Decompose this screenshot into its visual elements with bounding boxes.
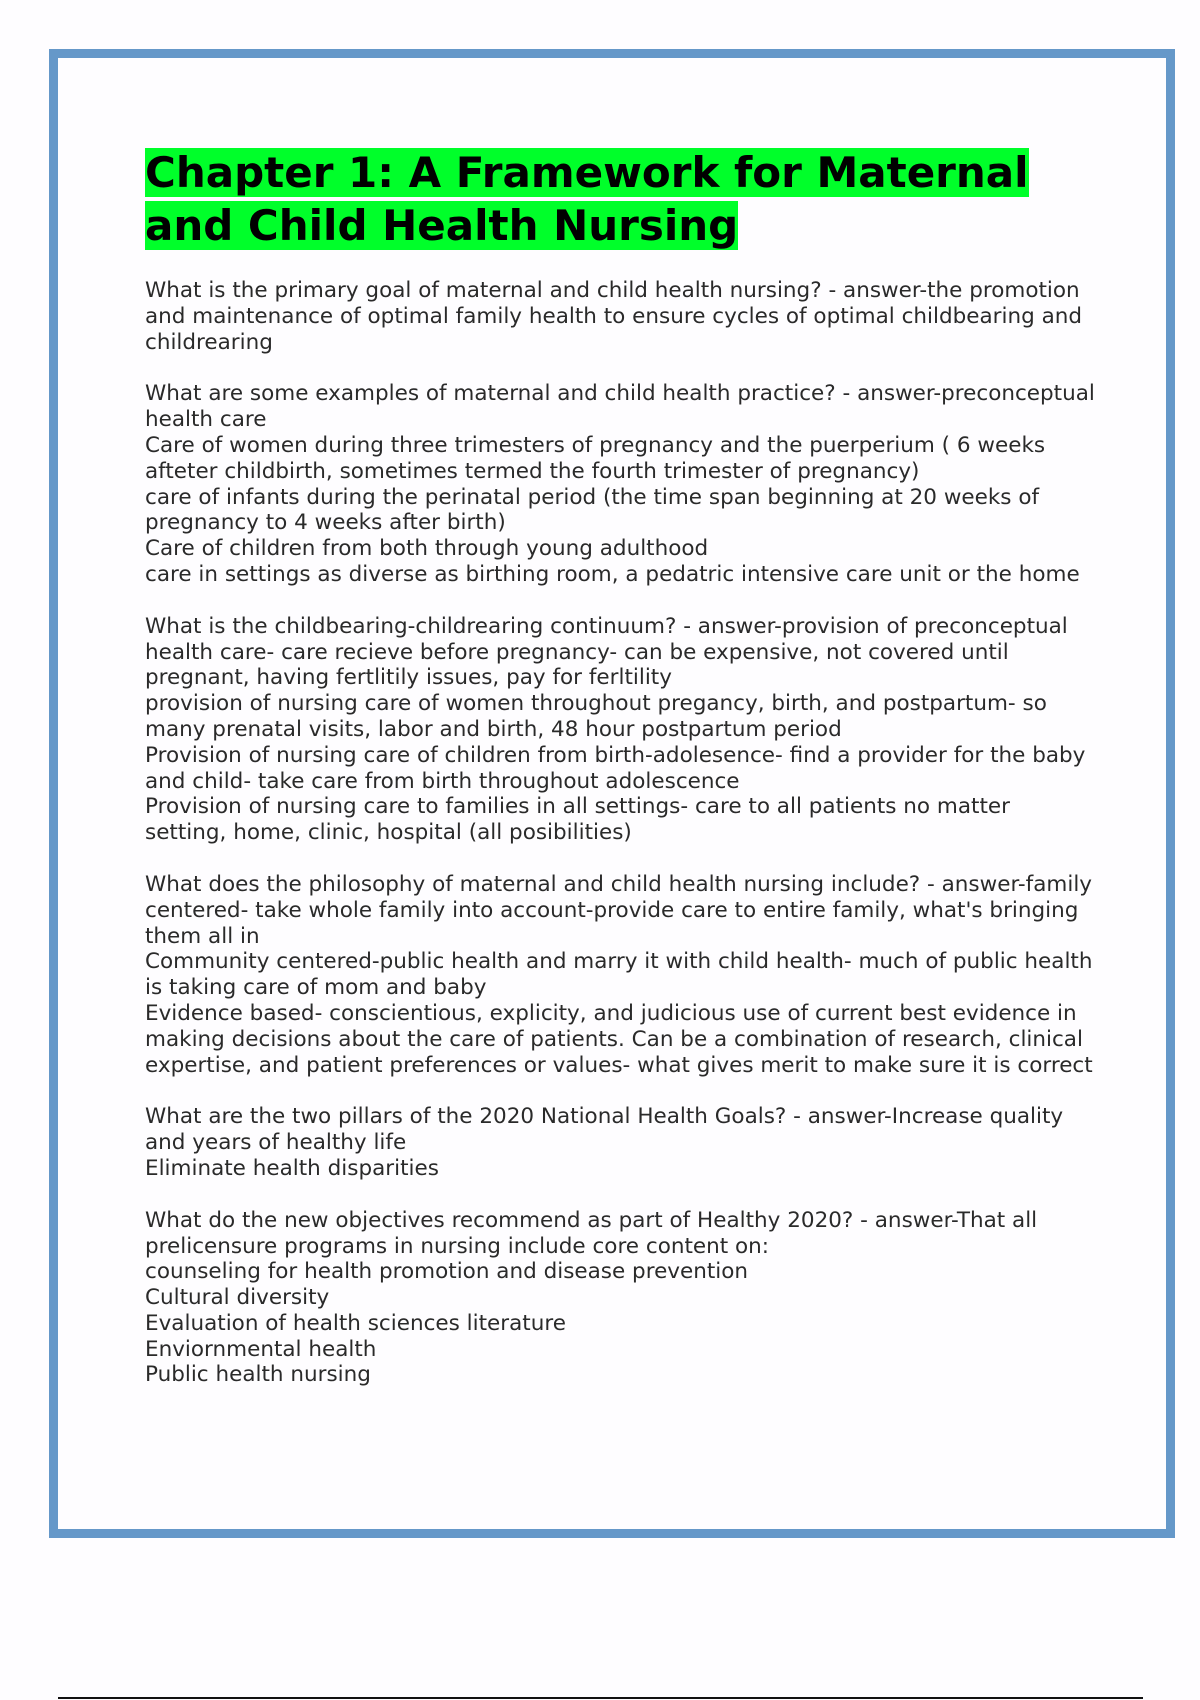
qa-line: What is the childbearing-childrearing continuum? - answer-provision of preconceptual health care- care recieve before pregnancy- can be expensive, not covered until pregnant, having fertlitily issues, pay for ferltility <box>145 613 1068 691</box>
qa-line: What does the philosophy of maternal and child health nursing include? - answer-family centered- take whole family into account-provide care to entire family, what's bringing them all in <box>145 871 1093 949</box>
qa-line: counseling for health promotion and disease prevention <box>145 1259 749 1285</box>
qa-line: care in settings as diverse as birthing room, a pedatric intensive care unit or the home <box>145 561 1080 587</box>
qa-line: Provision of nursing care of children from birth-adolesence- find a provider for the baby and child- take care from birth throughout adolescence <box>145 742 1086 794</box>
qa-entry <box>145 1208 1095 1389</box>
qa-entry <box>145 872 1095 1078</box>
qa-entry <box>145 381 1095 587</box>
qa-line: Community centered-public health and marry it with child health- much of public health is taking care of mom and baby <box>145 949 1093 1001</box>
chapter-title-text: Chapter 1: A Framework for Maternal and Child Health Nursing <box>145 148 1029 250</box>
qa-line: Provision of nursing care to families in all settings- care to all patients no matter setting, home, clinic, hospital (all posibilities) <box>145 794 1010 846</box>
qa-line: What do the new objectives recommend as part of Healthy 2020? - answer-That all prelicensure programs in nursing include core content on: <box>145 1207 1038 1259</box>
qa-line: Public health nursing <box>145 1362 371 1388</box>
qa-entry <box>145 278 1095 355</box>
qa-line: Evidence based- conscientious, explicity, and judicious use of current best evidence in making decisions about the care of patients. Can be a combination of research, clinical expertise, and patient preferences or values- what gives merit to make sure it is correct <box>145 1000 1093 1078</box>
qa-line: Care of women during three trimesters of pregnancy and the puerperium ( 6 weeks afteter childbirth, sometimes termed the fourth trimester of pregnancy) <box>145 432 1046 484</box>
footer-divider <box>58 1697 1143 1699</box>
qa-entry <box>145 1104 1095 1181</box>
qa-entry <box>145 614 1095 846</box>
qa-line: Evaluation of health sciences literature <box>145 1310 566 1336</box>
qa-line: provision of nursing care of women throughout pregancy, birth, and postpartum- so many prenatal visits, labor and birth, 48 hour postpartum period <box>145 691 1047 742</box>
document-content <box>145 146 1095 1414</box>
qa-line: What are some examples of maternal and child health practice? - answer-preconceptual health care <box>145 381 1095 433</box>
qa-line: Care of children from both through young adulthood <box>145 536 709 562</box>
qa-line: What are the two pillars of the 2020 National Health Goals? - answer-Increase quality and years of healthy life <box>145 1104 1064 1156</box>
chapter-title <box>145 146 1095 252</box>
qa-line: Eliminate health disparities <box>145 1155 439 1181</box>
qa-line: Enviornmental health <box>145 1336 377 1362</box>
qa-line: What is the primary goal of maternal and child health nursing? - answer-the promotion and maintenance of optimal family health to ensure cycles of optimal childbearing and childrearing <box>145 278 1083 355</box>
qa-line: care of infants during the perinatal period (the time span beginning at 20 weeks of pregnancy to 4 weeks after birth) <box>145 484 1040 536</box>
qa-line: Cultural diversity <box>145 1285 330 1311</box>
